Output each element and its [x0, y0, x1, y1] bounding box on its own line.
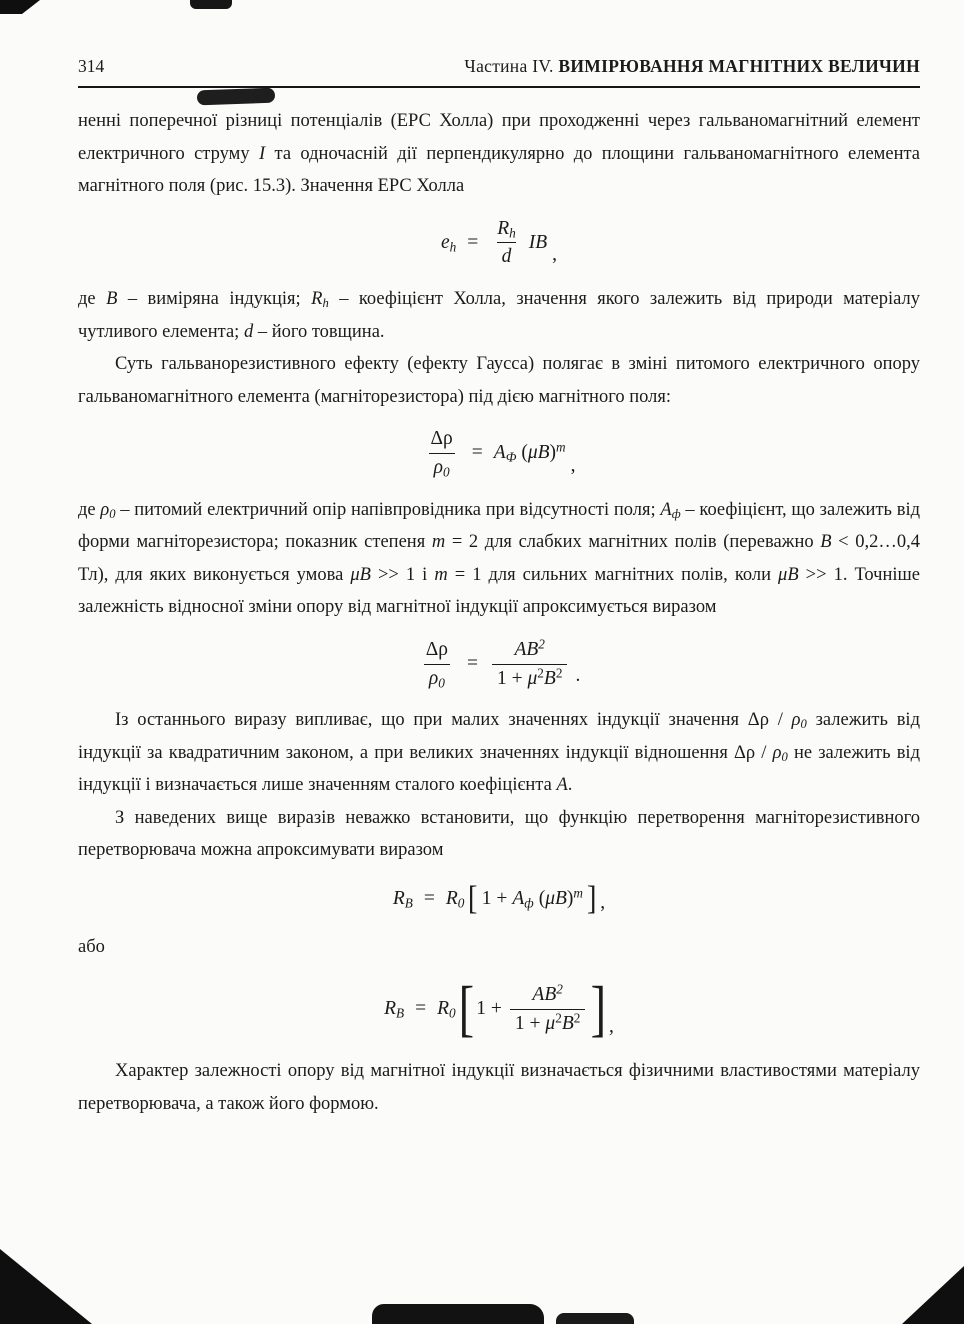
punctuation: .	[575, 665, 581, 687]
punctuation: ,	[552, 244, 558, 266]
paragraph-gauss-effect: Суть гальванорезистивного ефекту (ефекту Гаусса) полягає в зміні питомого електричного опору гальваномагнітного елемента (магніторезистора) під дією магнітного поля:	[78, 354, 920, 407]
fraction-numerator: $AB^2$	[532, 981, 563, 1006]
open-bracket: [	[468, 879, 478, 917]
close-bracket: ]	[590, 975, 607, 1044]
running-title	[464, 56, 920, 77]
punctuation: ,	[600, 891, 606, 913]
equals-sign: =	[467, 231, 479, 253]
scan-artifact-bottom-right	[902, 1266, 964, 1324]
formula-row	[384, 975, 614, 1044]
scan-artifact-bottom-smudge	[372, 1304, 544, 1324]
var-e-h: $e_h$	[440, 231, 457, 255]
fraction-denominator: $\rho_0$	[429, 453, 455, 479]
mu-b-power-m: $(\mu B)^m$	[521, 439, 566, 464]
formula-row	[422, 428, 575, 479]
paragraph-hall-emf-intro: ненні поперечної різниці потенціалів (ЕРС Холла) при проходженні через гальваномагнітний елемент електричного струму I та одночасній дії перпендикулярно до площини гальваномагнітного елемента магнітного поля (рис. 15.3). Значення ЕРС Холла	[78, 111, 920, 196]
formula-gauss-effect	[78, 428, 920, 479]
running-title-part: Частина IV.	[464, 56, 559, 76]
one-plus: 1 +	[476, 998, 502, 1020]
fraction-denominator: $\rho_0$	[424, 664, 450, 690]
close-bracket: ]	[586, 879, 597, 917]
var-ib: IB	[528, 231, 548, 253]
formula-row	[441, 218, 557, 269]
fraction	[510, 981, 585, 1035]
var-r-0: $R_0$	[445, 887, 465, 911]
running-title-section: ВИМІРЮВАННЯ МАГНІТНИХ ВЕЛИЧИН	[558, 56, 920, 76]
page-header	[78, 56, 920, 77]
formula-row	[392, 879, 606, 917]
formula-transfer-function-2	[78, 975, 920, 1044]
mu-b-power-m: $(\mu B)^m$	[538, 885, 583, 909]
paragraph-conclusion: Характер залежності опору від магнітної індукції визначається фізичними властивостями матеріалу перетворювача, а також його формою.	[78, 1061, 920, 1114]
paragraph-limit-behavior: Із останнього виразу випливає, що при малих значеннях індукції значення Δρ / $\rho_0$ залежить від індукції за квадратичним законом, а при великих значеннях індукції відношення Δρ / $\rho_0$ не залежить від індукції і визначається лише значенням сталого коефіцієнта А.	[78, 710, 920, 796]
fraction-denominator: $1 + \mu^2B^2$	[492, 664, 567, 690]
paragraph-hall-definitions: де B – виміряна індукція; $R_h$ – коефіцієнт Холла, значення якого залежить від природи матеріалу чутливого елемента; d – його товщина.	[78, 289, 921, 342]
formula-row	[418, 636, 581, 690]
formula-resistivity-approx	[78, 636, 920, 690]
open-bracket: [	[458, 975, 474, 1044]
scan-artifact-top-left	[0, 0, 40, 14]
page-number: 314	[78, 56, 105, 76]
fraction-right	[492, 636, 567, 690]
fraction-denominator: $1 + \mu^2B^2$	[510, 1009, 585, 1035]
fraction-numerator: $R_h$	[497, 217, 516, 240]
punctuation: ,	[570, 454, 576, 476]
scan-artifact-bottom-left	[0, 1249, 92, 1324]
header-rule	[78, 86, 920, 88]
equals-sign: =	[423, 887, 435, 909]
punctuation: ,	[609, 1016, 614, 1038]
scan-artifact-top-smudge	[197, 88, 275, 106]
equals-sign: =	[471, 442, 483, 464]
var-r-b: $R_B$	[392, 887, 413, 911]
one-plus: 1 +	[481, 887, 508, 909]
scan-artifact-top-dash	[190, 0, 232, 9]
fraction	[425, 428, 457, 479]
coef-a-phi: $A_ф$	[512, 887, 534, 911]
paragraph-transfer-intro: З наведених вище виразів неважко встановити, що функцію перетворення магніторезистивного перетворювача можна апроксимувати виразом	[78, 807, 920, 861]
equals-sign: =	[466, 653, 478, 675]
fraction-numerator: Δρ	[425, 638, 448, 660]
coef-a-phi: $A_Ф$	[493, 442, 517, 465]
formula-transfer-function-1	[78, 879, 920, 917]
fraction-left	[421, 639, 453, 690]
paragraph-or: або	[78, 936, 105, 957]
fraction-denominator: d	[497, 242, 517, 268]
fraction-numerator: Δρ	[430, 428, 453, 450]
formula-hall-emf	[78, 218, 920, 269]
fraction	[492, 218, 521, 269]
scan-artifact-bottom-smudge-2	[556, 1313, 634, 1324]
equals-sign: =	[415, 998, 427, 1020]
var-r-b: $R_B$	[384, 998, 405, 1021]
paragraph-gauss-definitions: де $\rho_0$ – питомий електричний опір напівпровідника при відсутності поля; $A_ф$ – коефіцієнт, що залежить від форми магніторезистора; показник степеня m = 2 для слабких магнітних полів (переважно B < 0,2…0,4 Тл), для яких виконується умова μB >> 1 і m = 1 для сильних магнітних полів, коли μB >> 1. Точніше залежність відносної зміни опору від магнітної індукції апроксимується виразом	[78, 499, 921, 618]
fraction-numerator: $AB^2$	[514, 636, 545, 660]
var-r-0: $R_0$	[437, 998, 456, 1021]
